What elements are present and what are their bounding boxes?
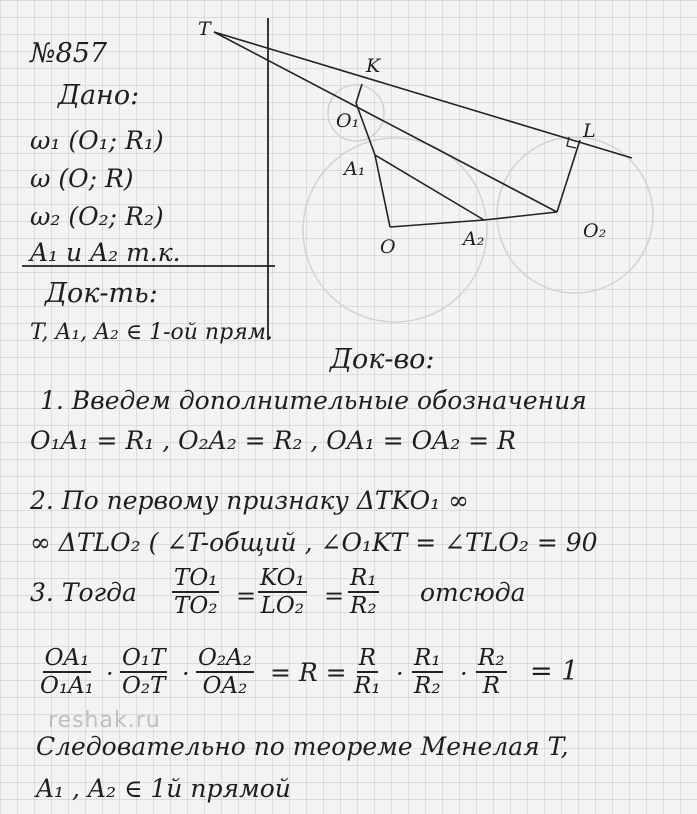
segment-O-A2 [390, 220, 484, 227]
given-line-3: ω₂ (O₂; R₂) [30, 202, 164, 231]
segment-A2-O2 [484, 212, 557, 220]
equals-sign-1: = [236, 582, 257, 610]
line-T-O2 [214, 32, 557, 212]
proof-step-2-line-2: ∞ ΔTLO₂ ( ∠T-общий , ∠O₁KT = ∠TLO₂ = 90 [30, 528, 598, 557]
ratio-KO1-LO2: $\frac{\text{KO₁}}{\text{LO₂}}$ [260, 565, 305, 620]
dot-2: · [182, 660, 190, 688]
segment-A1-O [375, 155, 390, 227]
eq-frac-O1T-O2T: $\frac{\text{O₁T}}{\text{O₂T}}$ [122, 645, 166, 700]
given-header: Дано: [58, 80, 140, 111]
eq-frac-OA1-O1A1: $\frac{\text{OA₁}}{\text{O₁A₁}}$ [40, 645, 94, 700]
equals-sign-2: = [324, 582, 345, 610]
given-line-4: A₁ и A₂ т.к. [30, 238, 181, 267]
dot-3: · [396, 660, 404, 688]
proof-step-2-line-1: 2. По первому признаку ΔTKO₁ ∞ [30, 486, 469, 515]
prove-header: Док-ть: [45, 278, 158, 309]
circle-omega2 [497, 137, 653, 293]
label-O2: O₂ [583, 220, 607, 242]
label-A2: A₂ [463, 228, 485, 250]
given-line-1: ω₁ (O₁; R₁) [30, 126, 164, 155]
radius-O2-L [557, 140, 580, 212]
dot-1: · [106, 660, 114, 688]
tangent-line [214, 32, 632, 158]
proof-header: Док-во: [330, 344, 435, 375]
proof-step-1-equation: O₁A₁ = R₁ , O₂A₂ = R₂ , OA₁ = OA₂ = R [30, 426, 516, 455]
conclusion-line-1: Следовательно по теореме Менелая T, [36, 732, 569, 761]
label-A1: A₁ [344, 158, 366, 180]
ratio-R1-R2: $\frac{\text{R₁}}{\text{R₂}}$ [350, 565, 377, 620]
eq-frac-R-R1: $\frac{R}{\text{R₁}}$ [354, 645, 381, 700]
radius-O1-K [356, 84, 362, 103]
prove-statement: T, A₁, A₂ ∈ 1-ой прям. [30, 320, 273, 345]
label-T: T [198, 18, 211, 40]
label-O1: O₁ [336, 110, 360, 132]
right-angle-mark [567, 137, 576, 148]
eq-frac-R1-R2: $\frac{\text{R₁}}{\text{R₂}}$ [414, 645, 441, 700]
given-line-2: ω (O; R) [30, 164, 134, 193]
label-O: O [380, 236, 396, 258]
label-L: L [583, 120, 596, 142]
eq-result: = 1 [530, 656, 579, 687]
proof-step-3-suffix: отсюда [420, 578, 526, 607]
dot-4: · [460, 660, 468, 688]
circle-omega [303, 138, 487, 322]
proof-step-3-prefix: 3. Тогда [30, 578, 137, 607]
eq-frac-R2-R: $\frac{\text{R₂}}{R}$ [478, 645, 505, 700]
problem-number: №857 [30, 38, 108, 69]
ratio-TO1-TO2: $\frac{\text{TO₁}}{\text{TO₂}}$ [174, 565, 218, 620]
eq-frac-O2A2-OA2: $\frac{\text{O₂A₂}}{\text{OA₂}}$ [198, 645, 252, 700]
eq-middle: = R = [270, 658, 347, 687]
watermark: reshak.ru [48, 708, 161, 733]
proof-step-1: 1. Введем дополнительные обозначения [40, 386, 587, 415]
label-K: K [366, 55, 381, 77]
conclusion-line-2: A₁ , A₂ ∈ 1й прямой [36, 774, 291, 803]
